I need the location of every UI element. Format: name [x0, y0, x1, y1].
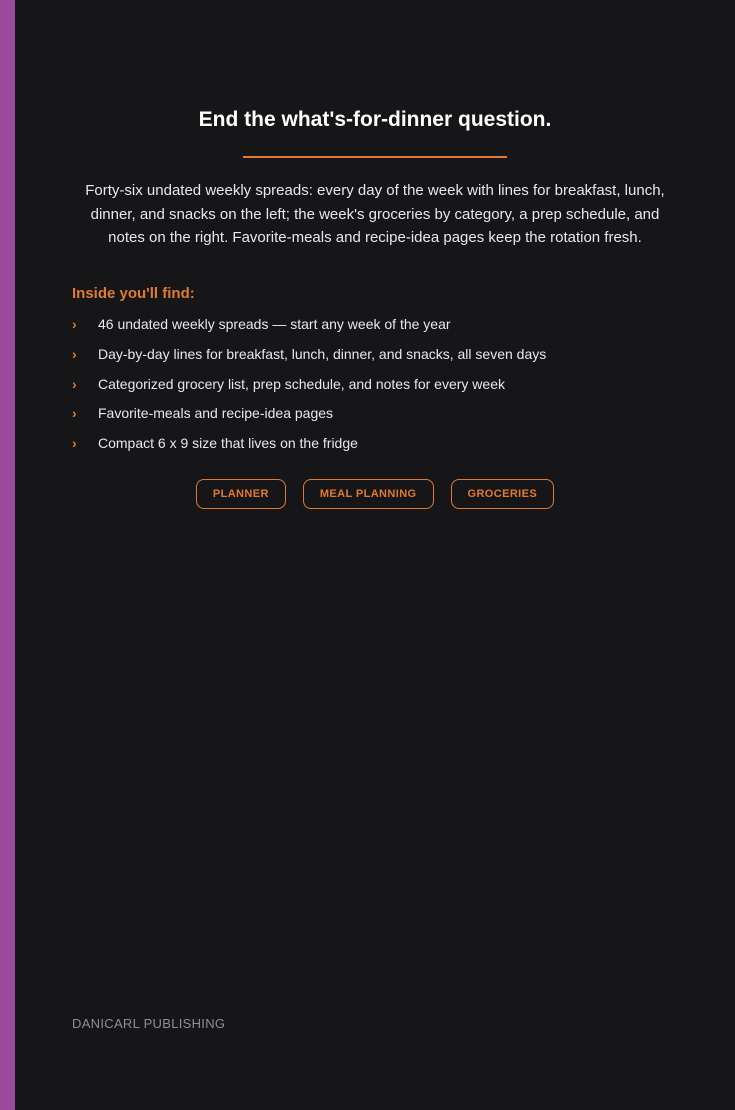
feature-text: Categorized grocery list, prep schedule, and notes for every week — [98, 375, 505, 392]
headline: End the what's-for-dinner question. — [198, 108, 552, 131]
back-cover-content — [15, 0, 735, 1110]
feature-item — [72, 432, 692, 462]
feature-item — [72, 343, 692, 373]
feature-item — [72, 313, 692, 343]
feature-text: Compact 6 x 9 size that lives on the fridge — [98, 435, 358, 452]
spine-accent-bar — [0, 0, 15, 1110]
tag-groceries[interactable]: GROCERIES — [451, 479, 555, 509]
chevron-right-icon: › — [72, 435, 77, 452]
chevron-right-icon: › — [72, 375, 77, 392]
feature-text: Favorite-meals and recipe-idea pages — [98, 405, 334, 422]
chevron-right-icon: › — [72, 345, 77, 362]
description: Forty-six undated weekly spreads: every day of the week with lines for breakfast, lunch, dinner, and snacks on the left; the week's groceries by category, a prep schedule, and notes on the right. Favorite-meals and recipe-idea pages keep the rotation fresh. — [85, 182, 665, 246]
chevron-right-icon: › — [72, 316, 77, 332]
feature-item — [72, 373, 692, 403]
features-heading: Inside you'll find: — [72, 285, 195, 302]
chevron-right-icon: › — [72, 405, 77, 422]
tag-list — [15, 479, 735, 509]
features-list — [72, 313, 692, 462]
feature-text: 46 undated weekly spreads — start any week of the year — [98, 316, 451, 332]
publisher-name: DANICARL PUBLISHING — [72, 1016, 226, 1031]
feature-text: Day-by-day lines for breakfast, lunch, dinner, and snacks, all seven days — [98, 345, 547, 362]
tag-meal-planning[interactable]: MEAL PLANNING — [303, 479, 434, 509]
tag-planner[interactable]: PLANNER — [196, 479, 286, 509]
headline-divider — [243, 156, 507, 158]
feature-item — [72, 402, 692, 432]
